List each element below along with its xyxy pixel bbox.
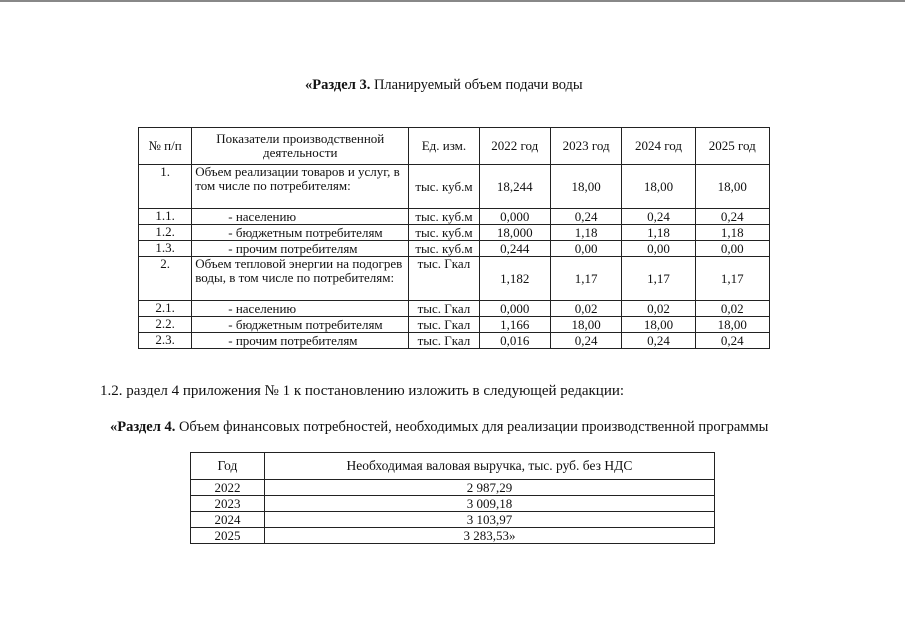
row-year: 2023 — [191, 496, 265, 512]
table-row — [139, 165, 770, 209]
table-row — [191, 496, 715, 512]
header-indicator: Показатели производственной деятельности — [192, 128, 409, 165]
row-name: Объем реализации товаров и услуг, в том числе по потребителям: — [192, 165, 409, 209]
row-value-2024: 0,24 — [622, 333, 695, 349]
header-2024: 2024 год — [622, 128, 695, 165]
table-row — [139, 209, 770, 225]
header-year: Год — [191, 453, 265, 480]
row-num: 1.2. — [139, 225, 192, 241]
table-row — [139, 333, 770, 349]
row-year: 2025 — [191, 528, 265, 544]
row-value-2025: 0,24 — [695, 209, 769, 225]
row-num: 2.3. — [139, 333, 192, 349]
row-name: - прочим потребителям — [192, 333, 409, 349]
amendment-paragraph: 1.2. раздел 4 приложения № 1 к постановлению изложить в следующей редакции: — [100, 383, 625, 399]
table-row — [139, 301, 770, 317]
row-unit: тыс. Гкал — [409, 333, 479, 349]
page-top-border — [0, 0, 905, 2]
table-row — [139, 317, 770, 333]
row-year: 2024 — [191, 512, 265, 528]
section4-heading — [110, 418, 768, 436]
header-2022: 2022 год — [479, 128, 550, 165]
row-value-2022: 1,182 — [479, 257, 550, 301]
row-revenue: 3 103,97 — [264, 512, 714, 528]
table-row — [139, 257, 770, 301]
header-num: № п/п — [139, 128, 192, 165]
section3-prefix: «Раздел 3. — [305, 77, 371, 93]
row-value-2023: 1,17 — [550, 257, 621, 301]
row-value-2022: 0,000 — [479, 301, 550, 317]
section3-title: Планируемый объем подачи воды — [370, 77, 583, 93]
row-value-2024: 0,24 — [622, 209, 695, 225]
row-value-2022: 18,244 — [479, 165, 550, 209]
row-num: 2. — [139, 257, 192, 301]
row-unit: тыс. куб.м — [409, 209, 479, 225]
row-num: 1.1. — [139, 209, 192, 225]
row-num: 2.2. — [139, 317, 192, 333]
row-name: - прочим потребителям — [192, 241, 409, 257]
row-value-2024: 18,00 — [622, 317, 695, 333]
row-name: - населению — [192, 301, 409, 317]
row-name: - бюджетным потребителям — [192, 225, 409, 241]
row-value-2022: 0,016 — [479, 333, 550, 349]
row-value-2025: 0,24 — [695, 333, 769, 349]
row-value-2024: 0,00 — [622, 241, 695, 257]
section4-prefix: «Раздел 4. — [110, 419, 176, 435]
row-value-2023: 0,02 — [550, 301, 621, 317]
row-value-2022: 18,000 — [479, 225, 550, 241]
row-unit: тыс. куб.м — [409, 225, 479, 241]
row-value-2024: 1,17 — [622, 257, 695, 301]
header-revenue: Необходимая валовая выручка, тыс. руб. без НДС — [264, 453, 714, 480]
header-2025: 2025 год — [695, 128, 769, 165]
row-name: - бюджетным потребителям — [192, 317, 409, 333]
financial-needs-table — [190, 452, 715, 544]
row-value-2024: 1,18 — [622, 225, 695, 241]
row-unit: тыс. Гкал — [409, 301, 479, 317]
row-value-2024: 0,02 — [622, 301, 695, 317]
row-unit: тыс. Гкал — [409, 257, 479, 301]
header-2023: 2023 год — [550, 128, 621, 165]
row-name: Объем тепловой энергии на подогрев воды, в том числе по потребителям: — [192, 257, 409, 301]
table-row — [191, 512, 715, 528]
row-revenue: 2 987,29 — [264, 480, 714, 496]
table-row — [139, 241, 770, 257]
row-revenue: 3 009,18 — [264, 496, 714, 512]
row-value-2023: 1,18 — [550, 225, 621, 241]
row-year: 2022 — [191, 480, 265, 496]
section3-heading — [305, 76, 583, 94]
row-value-2022: 0,000 — [479, 209, 550, 225]
row-value-2024: 18,00 — [622, 165, 695, 209]
row-unit: тыс. Гкал — [409, 317, 479, 333]
section4-title: Объем финансовых потребностей, необходимых для реализации производственной программы — [175, 419, 769, 435]
row-name: - населению — [192, 209, 409, 225]
table-header-row — [139, 128, 770, 165]
header-unit: Ед. изм. — [409, 128, 479, 165]
row-value-2025: 18,00 — [695, 317, 769, 333]
row-unit: тыс. куб.м — [409, 165, 479, 209]
row-unit: тыс. куб.м — [409, 241, 479, 257]
row-num: 1.3. — [139, 241, 192, 257]
row-value-2025: 1,18 — [695, 225, 769, 241]
row-value-2025: 0,00 — [695, 241, 769, 257]
row-value-2025: 18,00 — [695, 165, 769, 209]
row-value-2022: 0,244 — [479, 241, 550, 257]
row-value-2022: 1,166 — [479, 317, 550, 333]
row-num: 1. — [139, 165, 192, 209]
row-value-2023: 0,00 — [550, 241, 621, 257]
table-header-row — [191, 453, 715, 480]
row-value-2025: 0,02 — [695, 301, 769, 317]
table-row — [191, 528, 715, 544]
row-value-2023: 0,24 — [550, 209, 621, 225]
row-value-2025: 1,17 — [695, 257, 769, 301]
row-value-2023: 18,00 — [550, 317, 621, 333]
table-row — [191, 480, 715, 496]
row-revenue: 3 283,53» — [264, 528, 714, 544]
water-supply-table — [138, 127, 770, 349]
row-num: 2.1. — [139, 301, 192, 317]
row-value-2023: 18,00 — [550, 165, 621, 209]
table-row — [139, 225, 770, 241]
row-value-2023: 0,24 — [550, 333, 621, 349]
